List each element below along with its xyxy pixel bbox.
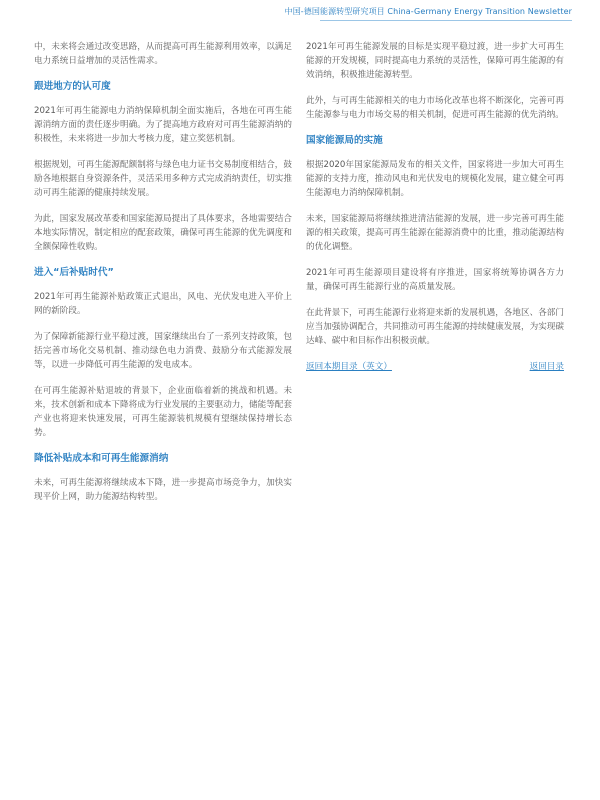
right-column (306, 40, 564, 372)
section-heading: 跟进地方的认可度 (34, 81, 111, 92)
paragraph: 未来，国家能源局将继续推进清洁能源的发展，进一步完善可再生能源的相关政策，提高可再生能源在能源消费中的比重，推动能源结构的优化调整。 (306, 214, 564, 252)
back-to-contents-link[interactable]: 返回目录 (529, 362, 564, 372)
paragraph: 2021年可再生能源项目建设将有序推进，国家将统筹协调各方力量，确保可再生能源行业的高质量发展。 (306, 268, 564, 292)
paragraph: 根据规划，可再生能源配额制将与绿色电力证书交易制度相结合，鼓励各地根据自身资源条件，灵活采用多种方式完成消纳责任，切实推动可再生能源的健康持续发展。 (34, 160, 292, 198)
back-to-contents-en-link[interactable]: 返回本期目录（英文） (306, 362, 392, 372)
left-column (34, 40, 292, 516)
paragraph: 2021年可再生能源电力消纳保障机制全面实施后，各地在可再生能源消纳方面的责任逐步明确。为了提高地方政府对可再生能源消纳的积极性，未来将进一步加大考核力度，建立奖惩机制。 (34, 106, 292, 144)
newsletter-title: 中国-德国能源转型研究项目 China-Germany Energy Transition Newsletter (284, 7, 572, 16)
paragraph: 2021年可再生能源发展的目标是实现平稳过渡，进一步扩大可再生能源的开发规模，同时提高电力系统的灵活性，保障可再生能源的有效消纳，积极推进能源转型。 (306, 42, 564, 80)
paragraph: 在此背景下，可再生能源行业将迎来新的发展机遇，各地区、各部门应当加强协调配合，共同推动可再生能源的持续健康发展，为实现碳达峰、碳中和目标作出积极贡献。 (306, 308, 564, 346)
section-heading: 进入“后补贴时代” (34, 267, 114, 278)
paragraph: 在可再生能源补贴退坡的背景下，企业面临着新的挑战和机遇。未来，技术创新和成本下降将成为行业发展的主要驱动力，储能等配套产业也将迎来快速发展，可再生能源装机规模有望继续保持增长态势。 (34, 386, 292, 438)
section-heading: 国家能源局的实施 (306, 135, 383, 146)
paragraph: 根据2020年国家能源局发布的相关文件，国家将进一步加大可再生能源的支持力度，推动风电和光伏发电的规模化发展，建立健全可再生能源电力消纳保障机制。 (306, 160, 564, 198)
header-divider (320, 20, 572, 21)
footer-links (306, 360, 564, 372)
page-header (0, 0, 600, 22)
paragraph: 2021年可再生能源补贴政策正式退出，风电、光伏发电进入平价上网的新阶段。 (34, 292, 292, 316)
paragraph: 中，未来将会通过改变思路，从而提高可再生能源利用效率，以满足电力系统日益增加的灵活性需求。 (34, 42, 292, 66)
section-heading: 降低补贴成本和可再生能源消纳 (34, 453, 169, 464)
paragraph: 为此，国家发展改革委和国家能源局提出了具体要求，各地需要结合本地实际情况，制定相应的配套政策，确保可再生能源的优先调度和全额保障性收购。 (34, 214, 292, 252)
paragraph: 此外，与可再生能源相关的电力市场化改革也将不断深化，完善可再生能源参与电力市场交易的相关机制，促进可再生能源的优先消纳。 (306, 96, 564, 120)
paragraph: 未来，可再生能源将继续成本下降，进一步提高市场竞争力，加快实现平价上网，助力能源结构转型。 (34, 478, 292, 502)
paragraph: 为了保障新能源行业平稳过渡，国家继续出台了一系列支持政策，包括完善市场化交易机制、推动绿色电力消费、鼓励分布式能源发展等，以进一步降低可再生能源的发电成本。 (34, 332, 292, 370)
